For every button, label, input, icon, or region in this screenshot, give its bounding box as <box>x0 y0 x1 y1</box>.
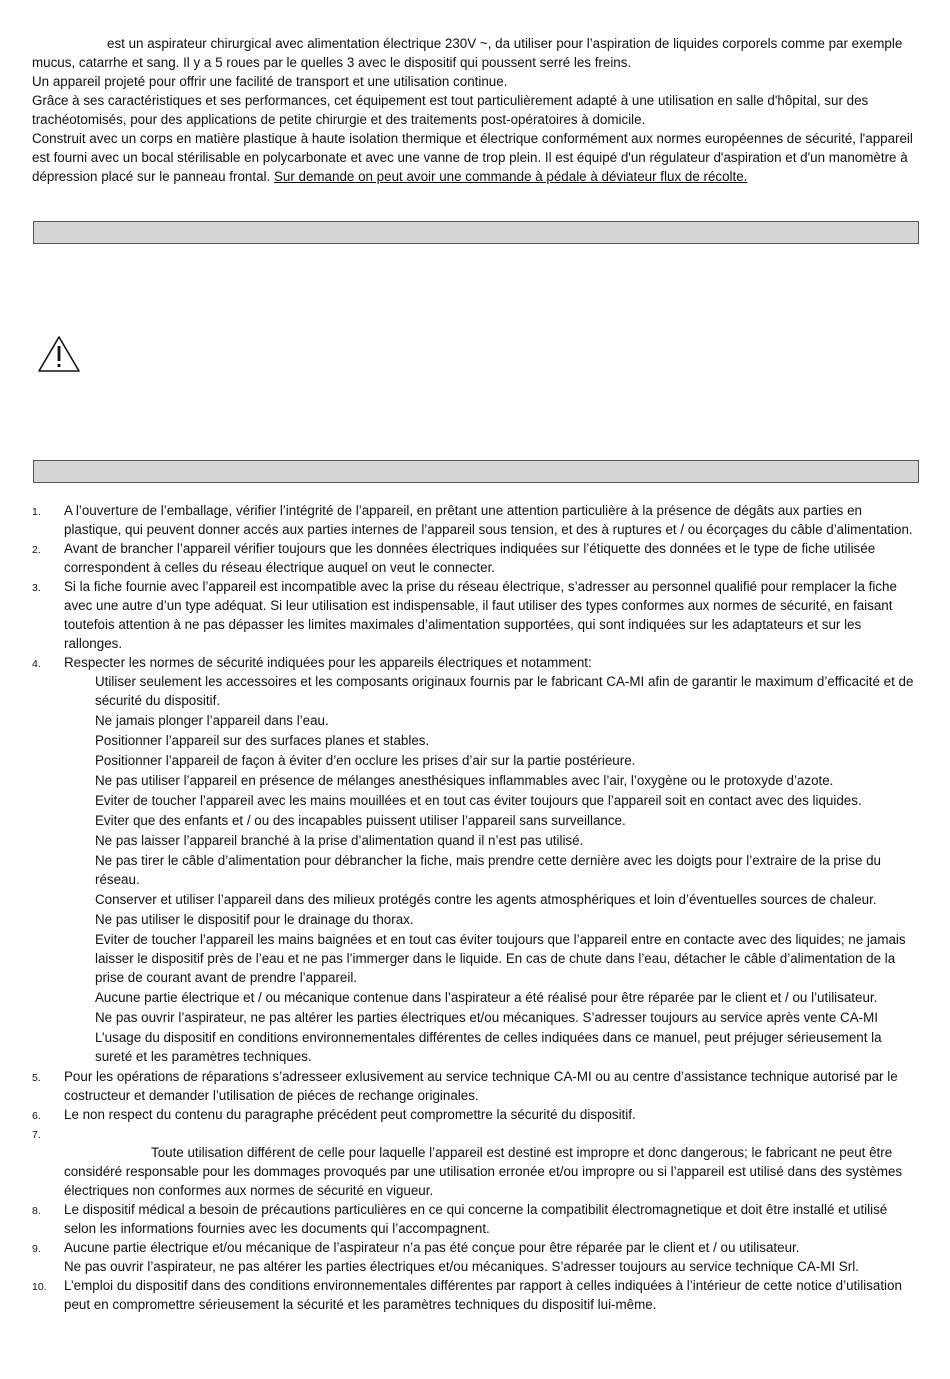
safety-rules-sublist <box>64 672 918 1066</box>
list-item <box>32 1067 918 1105</box>
list-number: 1. <box>32 506 41 518</box>
list-number: 5. <box>32 1072 41 1084</box>
sub-item: L’usage du dispositif en conditions environnementales différentes de celles indiquées dans ce manuel, peut préjuger sérieusement la sureté et les paramètres techniques. <box>95 1030 882 1064</box>
list-item-text: Aucune partie électrique et/ou mécanique de l’aspirateur n’a pas été conçue pour être réparée par le client et / ou utilisateur. <box>64 1240 800 1255</box>
intro-paragraph: Un appareil projeté pour offrir une facilité de transport et une utilisation continue. <box>32 74 508 89</box>
sub-item: Ne pas tirer le câble d’alimentation pour débrancher la fiche, mais prendre cette dernière avec les doigts pour l’extraire de la prise du réseau. <box>95 853 882 887</box>
sub-item: Eviter de toucher l’appareil les mains baignées et en tout cas éviter toujours que l’appareil entre en contacte avec des liquides; ne jamais laisser le dispositif près de l’eau et ne pas l’immerger dans le liquide. En cas de chute dans l’eau, détacher le câble d’alimentation de la prise de courant avant de prendre l’appareil. <box>95 932 906 985</box>
list-item-text: Toute utilisation différent de celle pour laquelle l’appareil est destiné est impropre et donc dangerous; le fabricant ne peut être considéré responsable pour les dommages provoqués par une utilisation erronée et/ou impropre ou si l’appareil est utilisé dans des systèmes électriques non conformes aux normes de sécurité en vigueur. <box>64 1145 903 1198</box>
list-number: 9. <box>32 1243 41 1255</box>
list-item-text: Le dispositif médical a besoin de précautions particulières en ce qui concerne la compatibilit électromagnetique et doit être installé et utilisé selon les informations fournies avec les documents qui l’accompagnent. <box>64 1202 888 1236</box>
section-header-bar <box>33 460 919 483</box>
list-number: 10. <box>32 1281 47 1293</box>
sub-item: Eviter que des enfants et / ou des incapables puissent utiliser l’appareil sans surveillance. <box>95 813 626 828</box>
intro-text <box>32 34 918 186</box>
list-item <box>32 539 918 577</box>
list-item <box>32 1238 918 1276</box>
list-item <box>32 1124 918 1200</box>
list-item <box>32 1276 918 1314</box>
sub-item: Ne pas laisser l’appareil branché à la prise d’alimentation quand il n’est pas utilisé. <box>95 833 584 848</box>
list-item-text: Pour les opérations de réparations s’adresseer exlusivement au service technique CA-MI ou au centre d’assistance technique autorisé par le costructeur et demander l’utilisation de piéces de rechange originales. <box>64 1069 898 1103</box>
pedal-option-note: Sur demande on peut avoir une commande à pédale à déviateur flux de récolte. <box>273 169 748 184</box>
list-number: 6. <box>32 1110 41 1122</box>
sub-item: Positionner l’appareil de façon à éviter d’en occlure les prises d’air sur la partie postérieure. <box>95 753 636 768</box>
intro-paragraph <box>32 129 918 186</box>
list-item-text: Respecter les normes de sécurité indiquées pour les appareils électriques et notamment: <box>64 655 592 670</box>
list-number: 2. <box>32 544 41 556</box>
warning-triangle-icon <box>37 335 81 373</box>
list-item-text: Ne pas ouvrir l’aspirateur, ne pas altérer les parties électriques et/ou mécaniques. S’adresser toujours au service technique CA-MI Srl. <box>64 1259 859 1274</box>
sub-item: Ne jamais plonger l’appareil dans l’eau. <box>95 713 329 728</box>
list-item-text: A l’ouverture de l’emballage, vérifier l’intégrité de l’appareil, en prêtant une attention particulière à la présence de dégâts aux parties en plastique, qui peuvent donner accés aux parties internes de l’appareil sous tension, et des à ruptures et / ou écorçages du câble d’alimentation. <box>64 503 913 537</box>
intro-paragraph: est un aspirateur chirurgical avec alimentation électrique 230V ~, da utiliser pour l’aspiration de liquides corporels comme par exemple mucus, catarrhe et sang. Il y a 5 roues par le quelles 3 avec le dispositif qui poussent serré les freins. <box>32 36 903 70</box>
sub-item: Eviter de toucher l’appareil avec les mains mouillées et en tout cas éviter toujours que l’appareil soit en contact avec des liquides. <box>95 793 862 808</box>
list-item-text: Le non respect du contenu du paragraphe précédent peut compromettre la sécurité du dispositif. <box>64 1107 636 1122</box>
list-number: 4. <box>32 658 41 670</box>
list-item <box>32 577 918 653</box>
list-item <box>32 653 918 1066</box>
sub-item: Ne pas utiliser le dispositif pour le drainage du thorax. <box>95 912 414 927</box>
list-number: 8. <box>32 1205 41 1217</box>
sub-item: Ne pas ouvrir l’aspirateur, ne pas altérer les parties électriques et/ou mécaniques. S’adresser toujours au service après vente CA-MI <box>95 1010 878 1025</box>
list-item <box>32 1200 918 1238</box>
list-item-text: Si la fiche fournie avec l’appareil est incompatible avec la prise du réseau électrique, s’adresser au personnel qualifié pour remplacer la fiche avec une autre d’un type adéquat. Si leur utilisation est indispensable, il faut utiliser des types conformes aux normes de sécurité, en faisant toutefois attention à ne pas dépasser les limites maximales d’alimentation supportées, qui sont indiquées sur les adaptateurs et sur les rallonges. <box>64 579 897 651</box>
list-item-text: L’emploi du dispositif dans des conditions environnementales différentes par rapport à celles indiquées à l’intérieur de cette notice d’utilisation peut en compromettre sérieusement la sécurité et les paramètres techniques du dispositif lui-même. <box>64 1278 902 1312</box>
list-item <box>32 501 918 539</box>
list-item <box>32 1105 918 1124</box>
sub-item: Utiliser seulement les accessoires et les composants originaux fournis par le fabricant CA-MI afin de garantir le maximum d’efficacité et de sécurité du dispositif. <box>95 674 914 708</box>
intro-paragraph-text: Construit avec un corps en matière plastique à haute isolation thermique et électrique conformément aux normes européennes de sécurité, l'appareil est fourni avec un bocal stérilisable en polycarbonate et avec une vanne de trop plein. Il est équipé d'un régulateur d'aspiration et d'un manomètre à dépression placé sur le panneau frontal. <box>32 131 913 184</box>
list-number: 3. <box>32 582 41 594</box>
section-header-bar <box>33 221 919 244</box>
sub-item: Ne pas utiliser l’appareil en présence de mélanges anesthésiques inflammables avec l’air, l’oxygène ou le protoxyde d’azote. <box>95 773 834 788</box>
sub-item: Aucune partie électrique et / ou mécanique contenue dans l’aspirateur a été réalisé pour être réparée par le client et / ou l’utilisateur. <box>95 990 878 1005</box>
list-number: 7. <box>32 1129 41 1141</box>
list-item-text: Avant de brancher l’appareil vérifier toujours que les données électriques indiquées sur l’étiquette des données et le type de fiche utilisée correspondent à celles du réseau électrique auquel on veut le connecter. <box>64 541 876 575</box>
intro-paragraph: Grâce à ses caractéristiques et ses performances, cet équipement est tout particulièrement adapté à une utilisation en salle d'hôpital, sur des trachéotomisés, pour des applications de petite chirurgie et des traitements post-opératoires à domicile. <box>32 93 869 127</box>
sub-item: Positionner l’appareil sur des surfaces planes et stables. <box>95 733 430 748</box>
sub-item: Conserver et utiliser l’appareil dans des milieux protégés contre les agents atmosphériques et loin d’éventuelles sources de chaleur. <box>95 892 877 907</box>
safety-instructions-list <box>32 501 918 1314</box>
